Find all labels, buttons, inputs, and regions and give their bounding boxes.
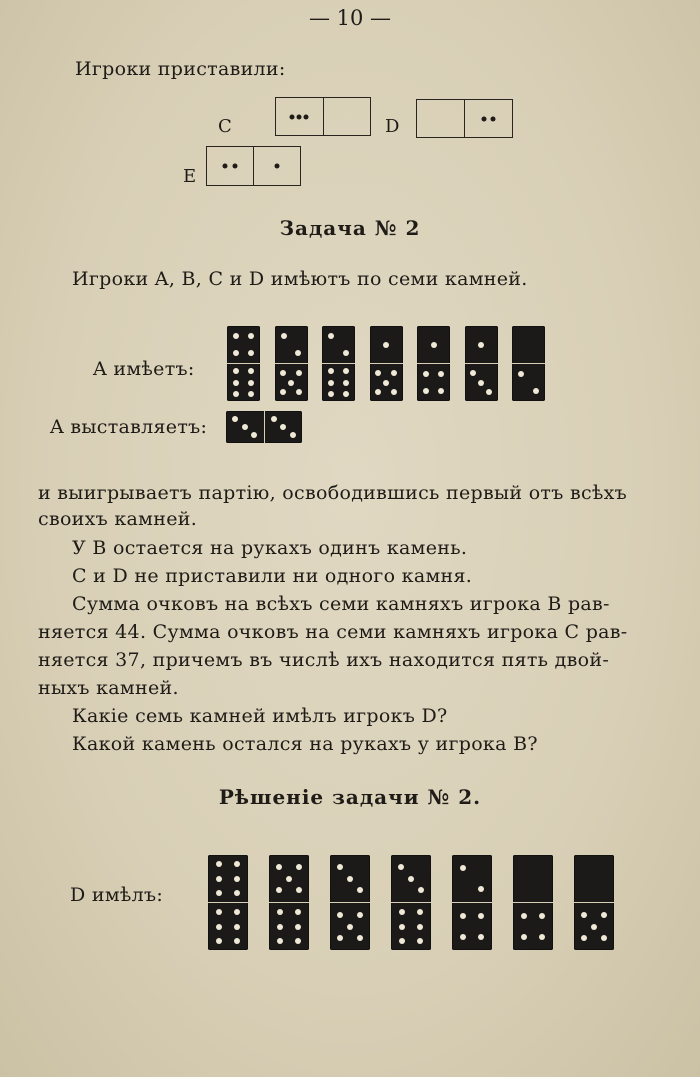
- pip: [295, 909, 301, 915]
- domino-half-first: [330, 855, 370, 902]
- pip: [248, 368, 254, 374]
- pip: [276, 864, 282, 870]
- paragraph-4-line-4: ныхъ камней.: [38, 677, 179, 699]
- domino-half-first: [513, 855, 553, 902]
- pip: [281, 333, 287, 339]
- pip: [216, 924, 222, 930]
- pip: [357, 935, 363, 941]
- pip: [277, 938, 283, 944]
- pip: [286, 876, 292, 882]
- pip: [328, 380, 334, 386]
- pip: [295, 938, 301, 944]
- domino-half-first: [417, 100, 464, 137]
- pip: [399, 924, 405, 930]
- paragraph-1-line-2: своихъ камней.: [38, 508, 198, 530]
- pip: [234, 890, 240, 896]
- pip: [233, 391, 239, 397]
- domino-half-second: [227, 363, 260, 401]
- pip: [296, 887, 302, 893]
- page-number: — 10 —: [308, 6, 392, 30]
- pip: [295, 924, 301, 930]
- pip: [248, 391, 254, 397]
- pip: [223, 164, 228, 169]
- a-has-label: A имѣетъ:: [93, 358, 195, 380]
- pip: [216, 890, 222, 896]
- domino-half-first: [465, 326, 498, 363]
- pip: [271, 416, 277, 422]
- domino-a-has-6: [465, 326, 498, 401]
- question-1: Какіе семь камней имѣлъ игрокъ D?: [72, 705, 448, 727]
- pip: [248, 380, 254, 386]
- domino-a-has-3: [322, 326, 355, 401]
- solution-heading: Рѣшеніе задачи № 2.: [218, 785, 482, 809]
- pip: [290, 432, 296, 438]
- pip: [248, 350, 254, 356]
- pip: [242, 424, 248, 430]
- pip: [296, 389, 302, 395]
- pip: [357, 887, 363, 893]
- pip: [408, 876, 414, 882]
- paragraph-1-line-1: и выигрываетъ партію, освободившись первый отъ всѣхъ: [38, 482, 628, 504]
- paragraph-4-line-2: няется 44. Сумма очковъ на семи камняхъ игрока C рав-: [38, 621, 628, 643]
- domino-d-had-2: [269, 855, 309, 950]
- domino-a-has-7: [512, 326, 545, 401]
- pip: [233, 333, 239, 339]
- pip: [277, 924, 283, 930]
- domino-half-first: [276, 98, 323, 135]
- domino-half-first: [452, 855, 492, 902]
- domino-half-second: [417, 363, 450, 401]
- paragraph-4-line-3: няется 37, причемъ въ числѣ ихъ находится пять двой-: [38, 649, 610, 671]
- domino-half-second: [512, 363, 545, 401]
- domino-half-second: [253, 147, 300, 185]
- pip: [357, 912, 363, 918]
- pip: [328, 368, 334, 374]
- domino-a-has-2: [275, 326, 308, 401]
- domino-half-second: [330, 902, 370, 950]
- pip: [233, 368, 239, 374]
- pip: [216, 876, 222, 882]
- a-plays-label: A выставляетъ:: [50, 416, 208, 438]
- label-d: D: [385, 116, 400, 137]
- pip: [533, 388, 539, 394]
- domino-half-second: [370, 363, 403, 401]
- domino-d-had-6: [513, 855, 553, 950]
- pip: [601, 935, 607, 941]
- pip: [280, 424, 286, 430]
- pip: [216, 861, 222, 867]
- pip: [383, 342, 389, 348]
- pip: [343, 350, 349, 356]
- pip: [460, 934, 466, 940]
- domino-half-first: [322, 326, 355, 363]
- pip: [417, 938, 423, 944]
- pip: [470, 370, 476, 376]
- domino-half-second: [322, 363, 355, 401]
- domino-half-first: [269, 855, 309, 902]
- pip: [290, 114, 295, 119]
- paragraph-4-line-1: Сумма очковъ на всѣхъ семи камняхъ игрока B рав-: [72, 593, 610, 615]
- pip: [343, 380, 349, 386]
- pip: [234, 938, 240, 944]
- domino-half-second: [513, 902, 553, 950]
- pip: [399, 938, 405, 944]
- domino-half-first: [207, 147, 253, 185]
- pip: [337, 935, 343, 941]
- pip: [276, 887, 282, 893]
- pip: [398, 864, 404, 870]
- pip: [478, 913, 484, 919]
- pip: [539, 934, 545, 940]
- pip: [431, 342, 437, 348]
- pip: [478, 886, 484, 892]
- domino-played-e: [206, 146, 301, 186]
- domino-half-first: [512, 326, 545, 363]
- pip: [478, 380, 484, 386]
- pip: [251, 432, 257, 438]
- pip: [521, 934, 527, 940]
- pip: [491, 116, 496, 121]
- domino-played-d: [416, 99, 513, 138]
- pip: [601, 912, 607, 918]
- paragraph-3: C и D не приставили ни одного камня.: [72, 565, 473, 587]
- pip: [438, 371, 444, 377]
- task-intro: Игроки A, B, C и D имѣютъ по семи камней.: [72, 268, 528, 290]
- pip: [581, 935, 587, 941]
- domino-d-had-3: [330, 855, 370, 950]
- pip: [280, 370, 286, 376]
- domino-d-had-7: [574, 855, 614, 950]
- domino-half-second: [275, 363, 308, 401]
- domino-half-first: [370, 326, 403, 363]
- pip: [280, 389, 286, 395]
- pip: [277, 909, 283, 915]
- domino-half-second: [465, 363, 498, 401]
- pip: [234, 876, 240, 882]
- pip: [343, 368, 349, 374]
- pip: [328, 391, 334, 397]
- pip: [375, 370, 381, 376]
- domino-half-first: [208, 855, 248, 902]
- pip: [337, 864, 343, 870]
- pip: [304, 114, 309, 119]
- pip: [478, 342, 484, 348]
- pip: [581, 912, 587, 918]
- pip: [233, 350, 239, 356]
- domino-half-first: [226, 411, 264, 443]
- pip: [486, 389, 492, 395]
- domino-played-c: [275, 97, 371, 136]
- pip: [234, 909, 240, 915]
- domino-half-first: [574, 855, 614, 902]
- domino-a-has-4: [370, 326, 403, 401]
- pip: [417, 924, 423, 930]
- domino-half-second: [574, 902, 614, 950]
- domino-half-second: [264, 411, 303, 443]
- domino-half-second: [323, 98, 371, 135]
- pip: [337, 912, 343, 918]
- pip: [460, 913, 466, 919]
- pip: [591, 924, 597, 930]
- pip: [418, 887, 424, 893]
- pip: [521, 913, 527, 919]
- pip: [234, 861, 240, 867]
- pip: [417, 909, 423, 915]
- task-heading: Задача № 2: [279, 216, 421, 240]
- pip: [216, 938, 222, 944]
- players-added-text: Игроки приставили:: [75, 58, 286, 80]
- pip: [423, 388, 429, 394]
- domino-half-first: [391, 855, 431, 902]
- domino-a-has-1: [227, 326, 260, 401]
- pip: [248, 333, 254, 339]
- pip: [391, 389, 397, 395]
- domino-half-first: [275, 326, 308, 363]
- domino-half-first: [227, 326, 260, 363]
- pip: [347, 876, 353, 882]
- question-2: Какой камень остался на рукахъ у игрока B?: [72, 733, 538, 755]
- pip: [233, 380, 239, 386]
- pip: [275, 164, 280, 169]
- pip: [343, 391, 349, 397]
- pip: [375, 389, 381, 395]
- d-had-label: D имѣлъ:: [70, 884, 164, 906]
- domino-d-had-4: [391, 855, 431, 950]
- pip: [391, 370, 397, 376]
- domino-half-second: [452, 902, 492, 950]
- domino-half-second: [391, 902, 431, 950]
- domino-d-had-5: [452, 855, 492, 950]
- pip: [423, 371, 429, 377]
- domino-a-plays: [226, 411, 302, 443]
- pip: [383, 380, 389, 386]
- pip: [539, 913, 545, 919]
- paragraph-2: У B остается на рукахъ одинъ камень.: [72, 537, 468, 559]
- pip: [232, 164, 237, 169]
- domino-d-had-1: [208, 855, 248, 950]
- pip: [328, 333, 334, 339]
- label-e: E: [183, 166, 197, 187]
- domino-half-first: [417, 326, 450, 363]
- pip: [295, 350, 301, 356]
- label-c: C: [218, 116, 232, 137]
- domino-half-second: [269, 902, 309, 950]
- domino-half-second: [464, 100, 512, 137]
- pip: [288, 380, 294, 386]
- pip: [438, 388, 444, 394]
- pip: [481, 116, 486, 121]
- pip: [297, 114, 302, 119]
- pip: [460, 865, 466, 871]
- pip: [478, 934, 484, 940]
- pip: [347, 924, 353, 930]
- pip: [296, 370, 302, 376]
- pip: [216, 909, 222, 915]
- pip: [518, 371, 524, 377]
- domino-a-has-5: [417, 326, 450, 401]
- domino-half-second: [208, 902, 248, 950]
- pip: [296, 864, 302, 870]
- pip: [232, 416, 238, 422]
- pip: [399, 909, 405, 915]
- pip: [234, 924, 240, 930]
